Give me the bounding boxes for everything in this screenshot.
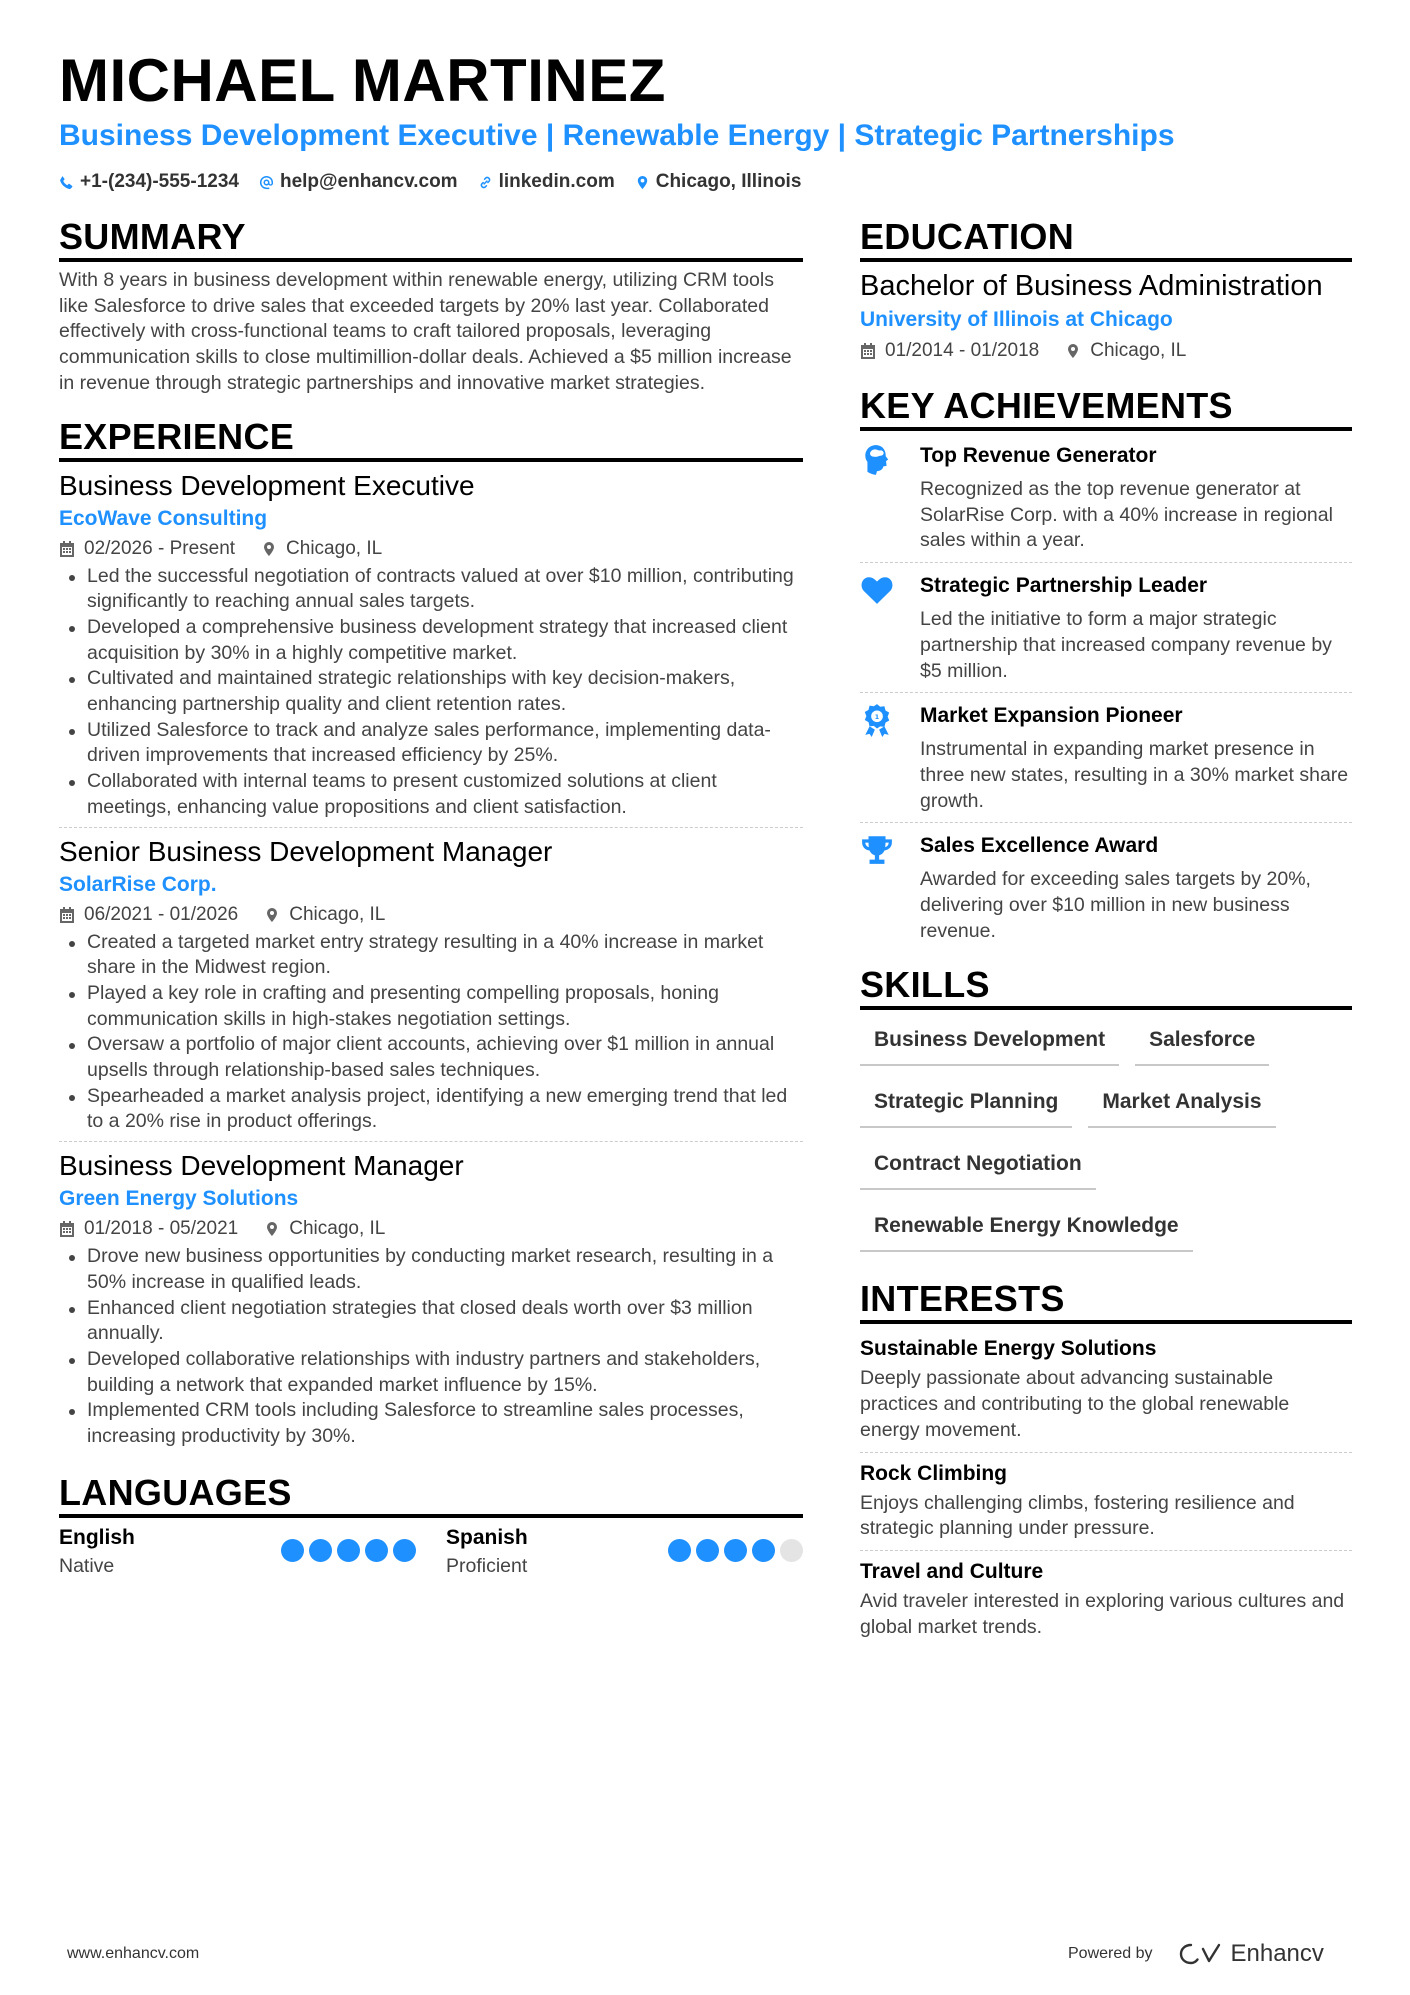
right-column (860, 216, 1352, 1648)
school-name: University of Illinois at Chicago (860, 308, 1173, 331)
achievement-title: Top Revenue Generator (920, 444, 1157, 467)
rating-dot-empty (780, 1539, 803, 1562)
rating-dot-filled (365, 1539, 388, 1562)
trophy-icon (860, 833, 894, 867)
achievement-desc: Instrumental in expanding market presence in three new states, resulting in a 30% market share growth. (920, 738, 1349, 812)
footer-powered-by (1068, 1940, 1324, 1968)
interests-section (860, 1278, 1352, 1648)
linkedin-text: linkedin.com (498, 171, 615, 192)
location-text: Chicago, IL (1090, 340, 1187, 361)
dates-text: 06/2021 - 01/2026 (84, 903, 239, 925)
footer-website-link[interactable]: www.enhancv.com (67, 1945, 200, 1962)
job-entry (59, 1141, 803, 1456)
degree-name: Bachelor of Business Administration (860, 270, 1323, 302)
job-title: Business Development Manager (59, 1150, 464, 1182)
email-text: help@enhancv.com (279, 171, 458, 192)
achievement-desc: Led the initiative to form a major strategic partnership that increased company revenue by $5 million. (920, 608, 1332, 682)
achievement-item (860, 822, 1352, 952)
job-location (261, 534, 382, 564)
location-text: Chicago, IL (286, 537, 383, 559)
dates-text: 02/2026 - Present (84, 537, 236, 559)
job-location (264, 1214, 385, 1244)
section-title-achievements: KEY ACHIEVEMENTS (860, 385, 1352, 431)
bullet-item: Enhanced client negotiation strategies that closed deals worth over $3 million annually. (59, 1296, 803, 1347)
summary-text: With 8 years in business development within renewable energy, utilizing CRM tools like Salesforce to drive sales that exceeded targets by 20% last year. Collaborated effectively with cross-functional teams to craft tailored proposals, leveraging communication skills to close multimillion-dollar deals. Achieved a $5 million increase in revenue through strategic partnerships and innovative market strategies. (59, 269, 792, 394)
section-title-experience: EXPERIENCE (59, 416, 803, 462)
language-rating (281, 1539, 416, 1562)
rating-dot-filled (724, 1539, 747, 1562)
bullet-item: Played a key role in crafting and presenting compelling proposals, honing communication skills in high-stakes negotiation settings. (59, 981, 803, 1032)
location-pin-icon (1065, 343, 1081, 359)
company-name: SolarRise Corp. (59, 872, 217, 896)
job-title: Business Development Executive (59, 469, 475, 501)
skill-tag: Strategic Planning (860, 1080, 1072, 1128)
language-item (59, 1524, 416, 1580)
section-title-skills: SKILLS (860, 964, 1352, 1010)
calendar-icon (59, 541, 75, 557)
rating-dot-filled (668, 1539, 691, 1562)
interest-item (860, 1550, 1352, 1648)
interest-item (860, 1330, 1352, 1451)
section-title-summary: SUMMARY (59, 216, 803, 262)
achievement-item (860, 692, 1352, 822)
skill-tag: Market Analysis (1088, 1080, 1275, 1128)
bullet-item: Spearheaded a market analysis project, identifying a new emerging trend that led to a 20% rise in product offerings. (59, 1084, 803, 1135)
achievement-item (860, 437, 1352, 562)
achievement-icon-wrap (860, 571, 920, 684)
phone-text: +1-(234)-555-1234 (80, 171, 239, 192)
job-dates (59, 1214, 238, 1244)
achievement-item (860, 562, 1352, 692)
job-entry (59, 468, 803, 827)
language-level: Proficient (446, 1554, 528, 1577)
contact-row (59, 169, 801, 195)
contact-phone[interactable] (59, 169, 239, 195)
location-pin-icon (264, 1221, 280, 1237)
language-name: English (59, 1525, 135, 1549)
summary-section (59, 216, 803, 397)
education-dates (860, 336, 1039, 366)
phone-icon (59, 175, 74, 190)
contact-linkedin[interactable] (478, 169, 615, 195)
job-meta (59, 900, 803, 930)
experience-section (59, 416, 803, 1456)
contact-email[interactable] (259, 169, 458, 195)
job-bullets (59, 930, 803, 1136)
location-pin-icon (635, 175, 650, 190)
bullet-item: Drove new business opportunities by conducting market research, resulting in a 50% increase in qualified leads. (59, 1244, 803, 1295)
brand-name: Enhancv (1230, 1940, 1324, 1967)
interest-title: Rock Climbing (860, 1461, 1008, 1485)
skill-tag: Business Development (860, 1018, 1119, 1066)
company-name: EcoWave Consulting (59, 506, 268, 530)
bullet-item: Developed collaborative relationships with industry partners and stakeholders, building a network that expanded market influence by 15%. (59, 1347, 803, 1398)
interest-title: Travel and Culture (860, 1559, 1044, 1583)
rating-dot-filled (752, 1539, 775, 1562)
languages-list (59, 1524, 803, 1580)
rating-dot-filled (337, 1539, 360, 1562)
left-column (59, 216, 803, 1580)
bullet-item: Cultivated and maintained strategic relationships with key decision-makers, enhancing partnership quality and client retention rates. (59, 666, 803, 717)
job-meta (59, 534, 803, 564)
interest-desc: Deeply passionate about advancing sustainable practices and contributing to the global renewable energy movement. (860, 1367, 1290, 1441)
education-location (1065, 336, 1186, 366)
section-title-interests: INTERESTS (860, 1278, 1352, 1324)
rating-dot-filled (309, 1539, 332, 1562)
candidate-name: MICHAEL MARTINEZ (59, 47, 666, 114)
skill-tag: Salesforce (1135, 1018, 1269, 1066)
section-title-languages: LANGUAGES (59, 1472, 803, 1518)
dates-text: 01/2018 - 05/2021 (84, 1218, 239, 1240)
job-title: Senior Business Development Manager (59, 835, 553, 867)
languages-section (59, 1472, 803, 1580)
job-bullets (59, 564, 803, 821)
achievement-title: Sales Excellence Award (920, 834, 1159, 858)
job-location (264, 900, 385, 930)
enhancv-logo[interactable] (1177, 1940, 1324, 1968)
achievement-icon-wrap (860, 831, 920, 944)
award-ribbon-icon (860, 703, 894, 737)
headline: Business Development Executive | Renewable Energy | Strategic Partnerships (59, 119, 1175, 152)
language-rating (668, 1539, 803, 1562)
bullet-item: Collaborated with internal teams to present customized solutions at client meetings, enhancing value propositions and client satisfaction. (59, 769, 803, 820)
job-dates (59, 534, 235, 564)
achievement-desc: Awarded for exceeding sales targets by 20%, delivering over $10 million in new business revenue. (920, 868, 1311, 942)
company-name: Green Energy Solutions (59, 1187, 299, 1211)
interest-desc: Enjoys challenging climbs, fostering resilience and strategic planning under pressure. (860, 1491, 1295, 1540)
location-pin-icon (261, 541, 277, 557)
achievement-title: Strategic Partnership Leader (920, 574, 1208, 598)
rating-dot-filled (696, 1539, 719, 1562)
job-entry (59, 827, 803, 1142)
bullet-item: Developed a comprehensive business development strategy that increased client acquisition by 30% in a highly competitive market. (59, 615, 803, 666)
skills-section (860, 964, 1352, 1252)
calendar-icon (59, 1221, 75, 1237)
powered-by-label: Powered by (1068, 1945, 1153, 1962)
location-pin-icon (264, 907, 280, 923)
job-dates (59, 900, 238, 930)
bullet-item: Utilized Salesforce to track and analyze sales performance, implementing data-driven improvements that increased efficiency by 25%. (59, 718, 803, 769)
enhancv-logo-icon (1177, 1941, 1223, 1967)
skill-tag: Contract Negotiation (860, 1142, 1096, 1190)
language-level: Native (59, 1554, 115, 1577)
bullet-item: Implemented CRM tools including Salesforce to streamline sales processes, increasing productivity by 30%. (59, 1398, 803, 1449)
interest-item (860, 1452, 1352, 1550)
job-meta (59, 1214, 803, 1244)
location-text: Chicago, Illinois (655, 171, 802, 192)
language-name: Spanish (446, 1525, 528, 1549)
interest-title: Sustainable Energy Solutions (860, 1337, 1157, 1361)
rating-dot-filled (393, 1539, 416, 1562)
achievements-section (860, 385, 1352, 952)
education-section (860, 216, 1352, 366)
education-meta (860, 336, 1352, 366)
heart-icon (860, 573, 894, 607)
bullet-item: Created a targeted market entry strategy resulting in a 40% increase in market share in the Midwest region. (59, 930, 803, 981)
bullet-item: Oversaw a portfolio of major client accounts, achieving over $1 million in annual upsells through relationship-based sales techniques. (59, 1032, 803, 1083)
calendar-icon (59, 907, 75, 923)
job-bullets (59, 1244, 803, 1450)
skills-list (860, 1018, 1352, 1252)
achievement-icon-wrap (860, 441, 920, 554)
achievement-icon-wrap (860, 701, 920, 814)
location-text: Chicago, IL (289, 1218, 386, 1240)
bullet-item: Led the successful negotiation of contracts valued at over $10 million, contributing significantly to reaching annual sales targets. (59, 564, 803, 615)
dates-text: 01/2014 - 01/2018 (885, 340, 1040, 361)
calendar-icon (860, 343, 876, 359)
svg-text:1: 1 (874, 713, 880, 722)
head-brain-icon (860, 443, 894, 477)
link-icon (478, 175, 493, 190)
rating-dot-filled (281, 1539, 304, 1562)
skill-tag: Renewable Energy Knowledge (860, 1204, 1193, 1252)
at-icon (259, 175, 274, 190)
contact-location (635, 169, 802, 195)
section-title-education: EDUCATION (860, 216, 1352, 262)
achievement-title: Market Expansion Pioneer (920, 704, 1183, 728)
language-item (446, 1524, 803, 1580)
achievement-desc: Recognized as the top revenue generator at SolarRise Corp. with a 40% increase in regional sales within a year. (920, 478, 1333, 552)
location-text: Chicago, IL (289, 903, 386, 925)
interest-desc: Avid traveler interested in exploring various cultures and global market trends. (860, 1589, 1345, 1638)
